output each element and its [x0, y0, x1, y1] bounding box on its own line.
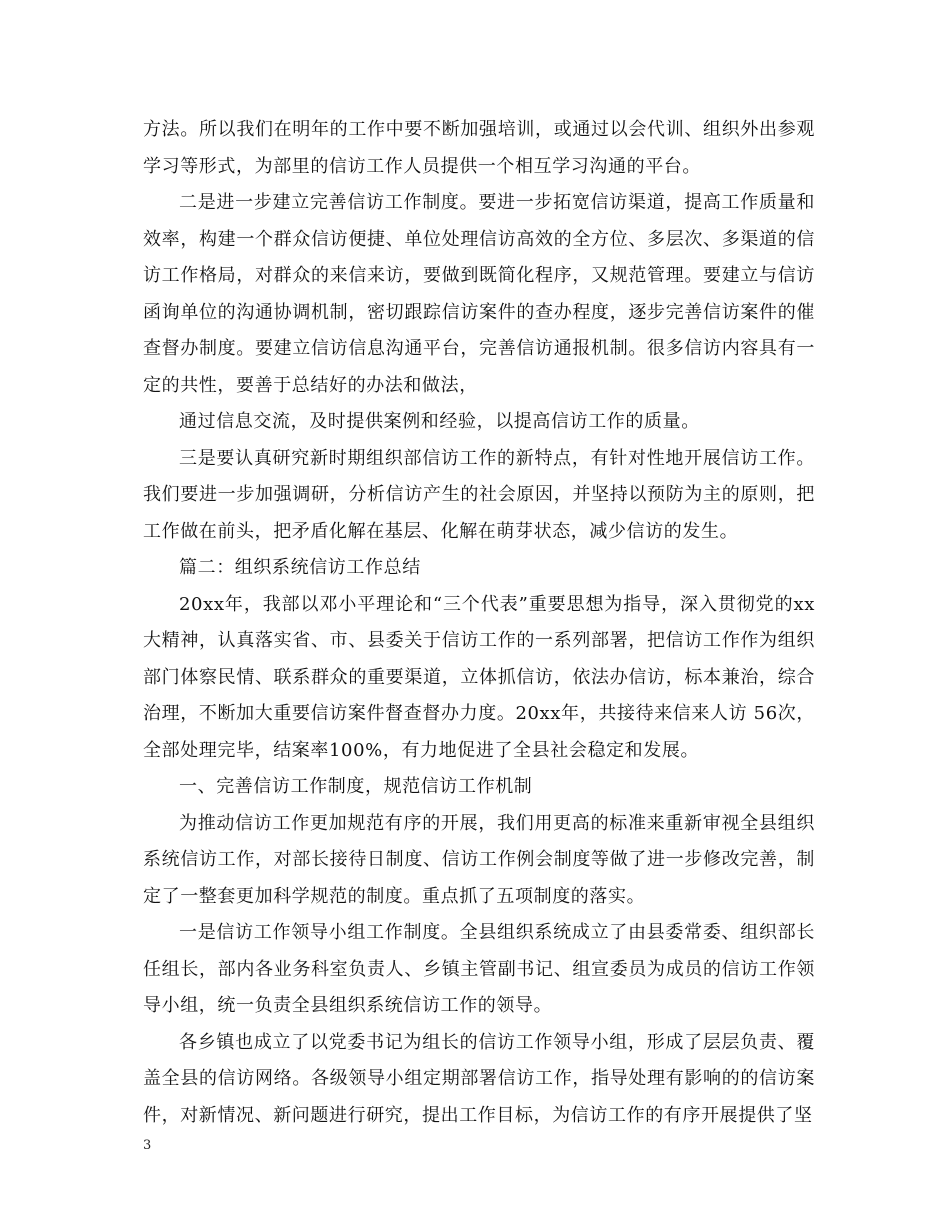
page-number: 3: [143, 1138, 152, 1153]
paragraph-6: 20xx年，我部以邓小平理论和“三个代表”重要思想为指导，深入贯彻党的xx大精神，认真落实省、市、县委关于信访工作的一系列部署，把信访工作作为组织部门体察民情、联系群众的重要渠道，立体抓信访，依法办信访，标本兼治，综合治理，不断加大重要信访案件督查督办力度。20xx年，共接待来信来人访 56次，全部处理完毕，结案率100%，有力地促进了全县社会稳定和发展。: [143, 593, 815, 761]
document-body: [143, 112, 815, 1134]
paragraph-9: 一是信访工作领导小组工作制度。全县组织系统成立了由县委常委、组织部长任组长，部内各业务科室负责人、乡镇主管副书记、组宣委员为成员的信访工作领导小组，统一负责全县组织系统信访工作的领导。: [143, 922, 815, 1016]
paragraph-2: 二是进一步建立完善信访工作制度。要进一步拓宽信访渠道，提高工作质量和效率，构建一个群众信访便捷、单位处理信访高效的全方位、多层次、多渠道的信访工作格局，对群众的来信来访，要做到既简化程序，又规范管理。要建立与信访函询单位的沟通协调机制，密切跟踪信访案件的查办程度，逐步完善信访案件的催查督办制度。要建立信访信息沟通平台，完善信访通报机制。很多信访内容具有一定的共性，要善于总结好的办法和做法，: [143, 192, 815, 396]
section-heading-article-two: 篇二：组织系统信访工作总结: [179, 557, 421, 578]
paragraph-1: 方法。所以我们在明年的工作中要不断加强培训，或通过以会代训、组织外出参观学习等形式，为部里的信访工作人员提供一个相互学习沟通的平台。: [143, 119, 815, 177]
paragraph-3: 通过信息交流，及时提供案例和经验，以提高信访工作的质量。: [179, 411, 700, 432]
paragraph-8: 为推动信访工作更加规范有序的开展，我们用更高的标准来重新审视全县组织系统信访工作，对部长接待日制度、信访工作例会制度等做了进一步修改完善，制定了一整套更加科学规范的制度。重点抓了五项制度的落实。: [143, 812, 815, 907]
paragraph-4: 三是要认真研究新时期组织部信访工作的新特点，有针对性地开展信访工作。我们要进一步加强调研，分析信访产生的社会原因，并坚持以预防为主的原则，把工作做在前头，把矛盾化解在基层、化解在萌芽状态，减少信访的发生。: [143, 447, 815, 542]
paragraph-10: 各乡镇也成立了以党委书记为组长的信访工作领导小组，形成了层层负责、覆盖全县的信访网络。各级领导小组定期部署信访工作，指导处理有影响的的信访案件，对新情况、新问题进行研究，提出工作目标，为信访工作的有序开展提供了坚: [143, 1031, 815, 1126]
section-heading-one: 一、完善信访工作制度，规范信访工作机制: [179, 776, 533, 797]
